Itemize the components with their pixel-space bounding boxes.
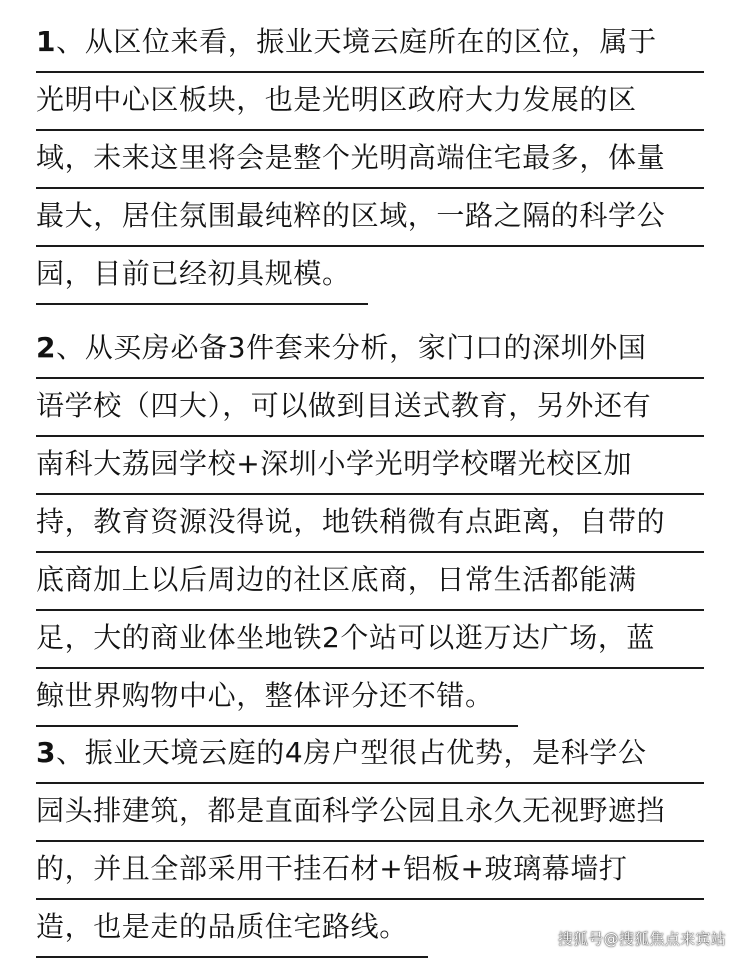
paragraph-number: 3 bbox=[36, 736, 57, 769]
text-line bbox=[36, 560, 704, 618]
text-line bbox=[36, 138, 704, 196]
line-text: 、从区位来看，振业天境云庭所在的区位，属于 bbox=[56, 25, 657, 58]
line-text: 语学校（四大），可以做到目送式教育，另外还有 bbox=[36, 389, 652, 422]
paragraph-1 bbox=[36, 22, 704, 312]
line-text: 底商加上以后周边的社区底商，日常生活都能满 bbox=[36, 563, 637, 596]
line-text: 持，教育资源没得说，地铁稍微有点距离，自带的 bbox=[36, 505, 666, 538]
text-line bbox=[36, 196, 704, 254]
text-line bbox=[36, 444, 704, 502]
line-text: 最大，居住氛围最纯粹的区域，一路之隔的科学公 bbox=[36, 199, 666, 232]
text-line bbox=[36, 502, 704, 560]
line-text: 园，目前已经初具规模。 bbox=[36, 257, 351, 290]
text-line bbox=[36, 791, 704, 849]
line-text: 、振业天境云庭的4房户型很占优势，是科学公 bbox=[56, 736, 647, 769]
text-line bbox=[36, 849, 704, 907]
text-line bbox=[36, 80, 704, 138]
paragraph-number: 1 bbox=[36, 25, 57, 58]
text-line bbox=[36, 22, 704, 80]
line-text: 的，并且全部采用干挂石材+铝板+玻璃幕墙打 bbox=[36, 852, 628, 885]
line-text: 域，未来这里将会是整个光明高端住宅最多，体量 bbox=[36, 141, 666, 174]
text-line bbox=[36, 386, 704, 444]
line-text: 南科大荔园学校+深圳小学光明学校曙光校区加 bbox=[36, 447, 633, 480]
text-line bbox=[36, 618, 704, 676]
line-text: 足，大的商业体坐地铁2个站可以逛万达广场，蓝 bbox=[36, 621, 656, 654]
paragraph-2 bbox=[36, 328, 704, 734]
text-line bbox=[36, 254, 704, 312]
watermark: 搜狐号@搜狐焦点来宾站 bbox=[557, 930, 726, 948]
text-line bbox=[36, 328, 704, 386]
line-text: 鲸世界购物中心，整体评分还不错。 bbox=[36, 679, 494, 712]
line-text: 造，也是走的品质住宅路线。 bbox=[36, 910, 408, 943]
line-text: 、从买房必备3件套来分析，家门口的深圳外国 bbox=[56, 331, 647, 364]
text-line bbox=[36, 733, 704, 791]
paragraph-number: 2 bbox=[36, 331, 57, 364]
line-text: 光明中心区板块，也是光明区政府大力发展的区 bbox=[36, 83, 637, 116]
text-line bbox=[36, 676, 704, 734]
line-text: 园头排建筑，都是直面科学公园且永久无视野遮挡 bbox=[36, 794, 666, 827]
